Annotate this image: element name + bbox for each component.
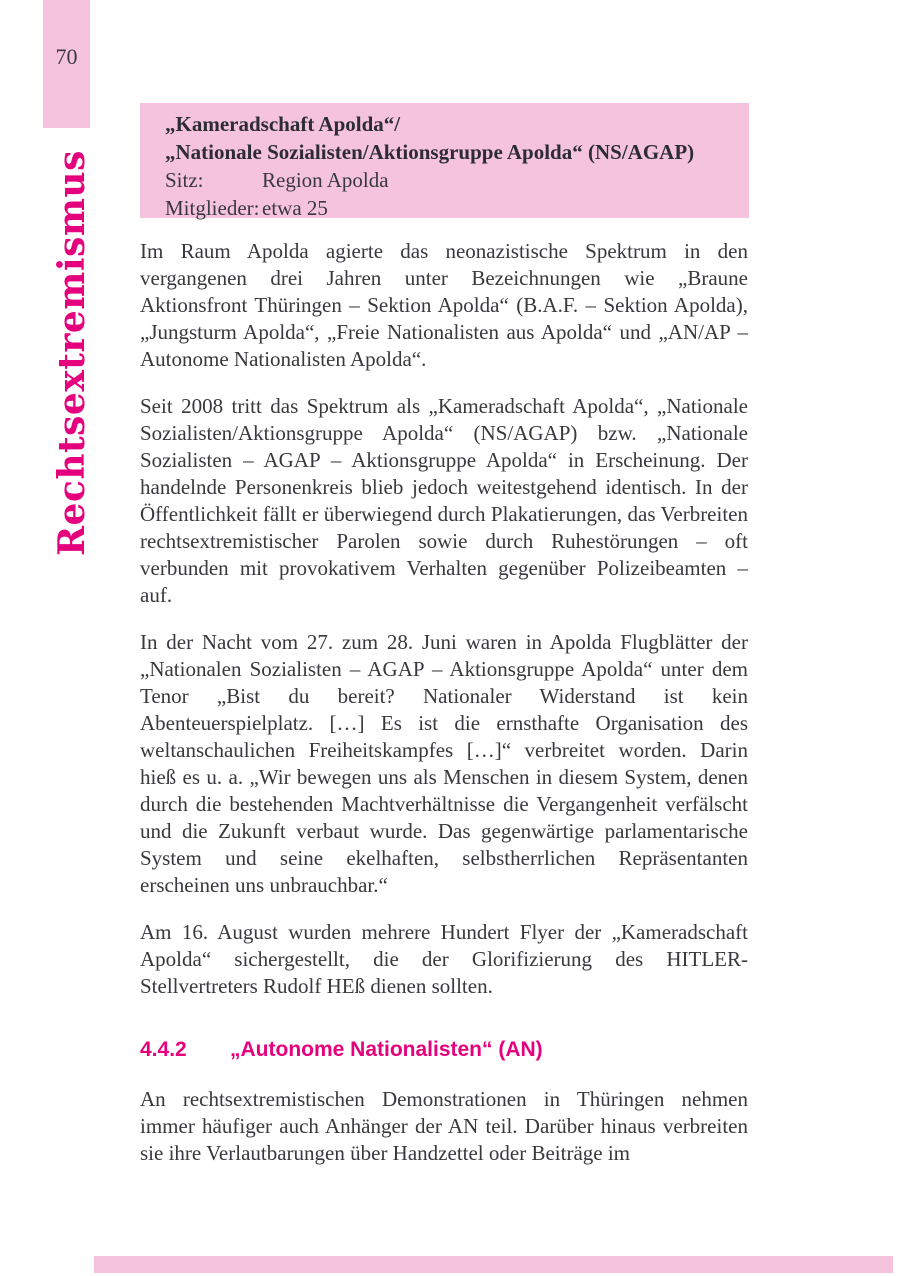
infobox-value-members: etwa 25	[262, 196, 328, 220]
paragraph: In der Nacht vom 27. zum 28. Juni waren in Apolda Flugblätter der „Nationalen Sozialisten – AGAP – Aktionsgruppe Apolda“ unter dem Tenor „Bist du bereit? Nationaler Widerstand ist kein Abenteuerspielplatz. […] Es ist die ernsthafte Organisation des weltanschaulichen Freiheitskampfes […]“ verbreitet worden. Darin hieß es u. a. „Wir bewegen uns als Menschen in diesem System, denen durch die bestehenden Machtverhältnisse die Vergangenheit verfälscht und die Zukunft verbaut wurde. Das gegenwärtige parlamentarische System und seine ekelhaften, selbstherrlichen Repräsentanten erscheinen uns unbrauchbar.“	[140, 630, 748, 897]
paragraph: An rechtsextremistischen Demonstrationen in Thüringen nehmen immer häufiger auch Anhänger der AN teil. Darüber hinaus verbreiten sie ihre Verlautbarungen über Handzettel oder Beiträge im	[140, 1087, 748, 1165]
section-title: „Autonome Nationalisten“ (AN)	[230, 1038, 543, 1061]
page-number: 70	[55, 44, 78, 69]
page-number-strip	[43, 0, 90, 128]
infobox-label-seat: Sitz:	[165, 168, 204, 192]
infobox-row-members	[165, 194, 739, 222]
section-number: 4.4.2	[140, 1038, 187, 1061]
group-infobox	[140, 103, 749, 218]
infobox-row-seat	[165, 166, 739, 194]
section-heading	[140, 1036, 748, 1063]
paragraph: Seit 2008 tritt das Spektrum als „Kameradschaft Apolda“, „Nationale Sozialisten/Aktionsgruppe Apolda“ (NS/AGAP) bzw. „Nationale Sozialisten – AGAP – Aktionsgruppe Apolda“ in Erscheinung. Der handelnde Personenkreis blieb jedoch weitestgehend identisch. In der Öffentlichkeit fällt er überwiegend durch Plakatierungen, das Verbreiten rechtsextremistischer Parolen sowie durch Ruhestörungen – oft verbunden mit provokativem Verhalten gegenüber Polizeibeamten – auf.	[140, 394, 748, 607]
body-text-column	[140, 238, 748, 1167]
infobox-label-members: Mitglieder:	[165, 196, 260, 220]
infobox-title-line2: „Nationale Sozialisten/Aktionsgruppe Apolda“ (NS/AGAP)	[165, 140, 695, 164]
infobox-value-seat: Region Apolda	[262, 168, 389, 192]
footer-decorative-bar	[94, 1256, 893, 1273]
infobox-title-line1: „Kameradschaft Apolda“/	[165, 112, 401, 136]
paragraph: Am 16. August wurden mehrere Hundert Flyer der „Kameradschaft Apolda“ sichergestellt, die der Glorifizierung des HITLER-Stellvertreters Rudolf HEß dienen sollten.	[140, 920, 748, 998]
chapter-sidebar-label: Rechtsextremismus	[51, 150, 93, 556]
paragraph: Im Raum Apolda agierte das neonazistische Spektrum in den vergangenen drei Jahren unter Bezeichnungen wie „Braune Aktionsfront Thüringen – Sektion Apolda“ (B.A.F. – Sektion Apolda), „Jungsturm Apolda“, „Freie Nationalisten aus Apolda“ und „AN/AP – Autonome Nationalisten Apolda“.	[140, 239, 748, 371]
